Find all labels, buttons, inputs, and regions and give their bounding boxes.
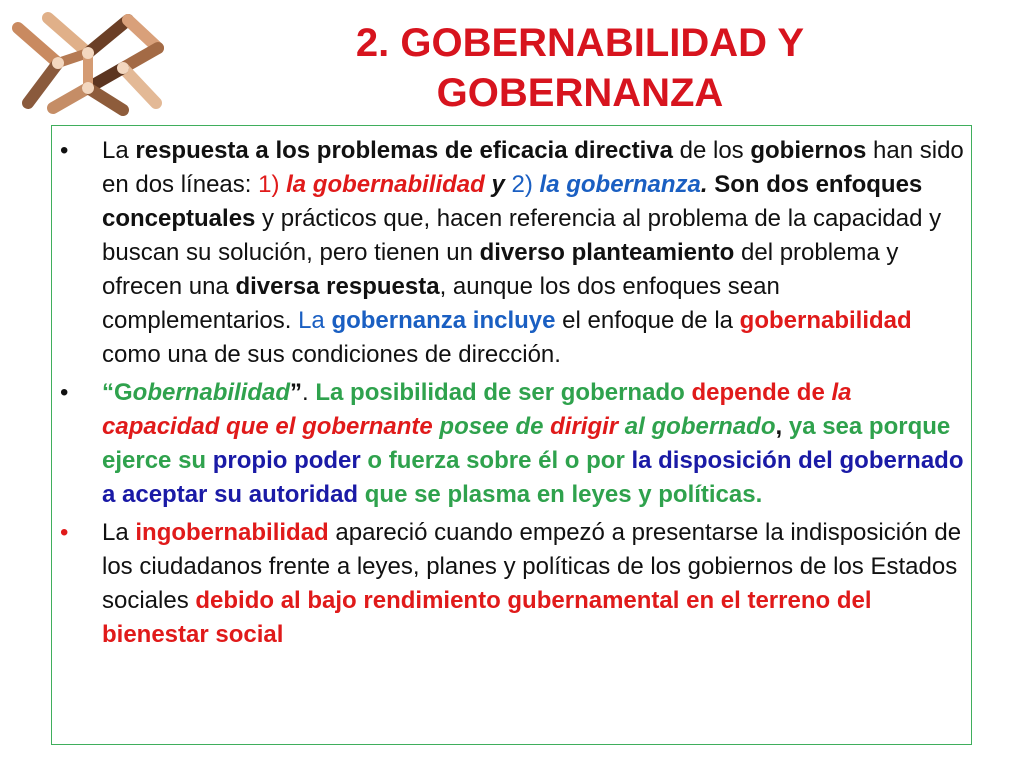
- text-run: gobernabilidad: [739, 307, 912, 334]
- page-title: [230, 18, 930, 118]
- text-run: al gobernado: [618, 413, 776, 440]
- text-run: Son dos enfoques conceptuales: [102, 171, 923, 232]
- text-run: La: [298, 307, 332, 334]
- text-run: ”: [290, 379, 303, 406]
- bullet-item: [56, 376, 966, 512]
- text-run: diverso planteamiento: [479, 239, 735, 266]
- text-run: y prácticos que, hacen referencia al problema de la capacidad y buscan su solución, pero tienen un: [102, 205, 942, 266]
- bullet-item: [56, 516, 966, 652]
- bullet-item: [56, 134, 966, 372]
- text-run: debido al bajo rendimiento gubernamental en el terreno del bienestar social: [102, 587, 872, 648]
- text-run: depende de: [691, 379, 832, 406]
- text-run: la gobernanza: [539, 171, 701, 198]
- text-run: 1): [258, 171, 287, 198]
- bullet-dot: •: [60, 137, 69, 164]
- text-run: la capacidad que el gobernante: [102, 379, 852, 440]
- bullet-text: [102, 519, 961, 648]
- text-run: .: [302, 379, 316, 406]
- bullet-text: [102, 137, 964, 368]
- text-run: , aunque los dos enfoques sean complementarios.: [102, 273, 780, 334]
- text-run: ,: [775, 413, 789, 440]
- text-run: La: [102, 137, 136, 164]
- bullet-dot: •: [60, 379, 69, 406]
- joined-hands-circle-icon: [8, 8, 168, 118]
- text-run: posee de: [432, 413, 551, 440]
- text-run: o fuerza sobre él o por: [360, 447, 632, 474]
- bullet-text: [102, 379, 964, 508]
- text-run: del problema y ofrecen una: [102, 239, 899, 300]
- title-line-1: 2. GOBERNABILIDAD Y: [355, 21, 805, 65]
- text-run: dirigir: [550, 413, 619, 440]
- text-run: el enfoque de la: [555, 307, 740, 334]
- text-run: respuesta a los problemas de eficacia directiva: [135, 137, 673, 164]
- text-run: apareció cuando empezó a presentarse la indisposición de los ciudadanos frente a leyes, planes y políticas de los gobiernos de los Estados sociales: [102, 519, 962, 614]
- text-run: diversa respuesta: [235, 273, 440, 300]
- bullet-dot: •: [60, 519, 69, 546]
- text-run: 2): [511, 171, 540, 198]
- text-run: gobiernos: [750, 137, 867, 164]
- text-run: que se plasma en leyes y políticas.: [358, 481, 763, 508]
- text-run: obernabilidad: [132, 379, 291, 406]
- text-run: ya sea porque ejerce su: [102, 413, 951, 474]
- text-run: “G: [102, 379, 133, 406]
- text-run: como una de sus condiciones de dirección.: [102, 341, 561, 368]
- bullet-list: [56, 134, 966, 656]
- text-run: La: [102, 519, 136, 546]
- title-line-2: GOBERNANZA: [436, 71, 724, 115]
- text-run: la disposición del gobernado a aceptar su autoridad: [102, 447, 964, 508]
- text-run: .: [700, 171, 715, 198]
- text-run: la gobernabilidad: [286, 171, 485, 198]
- text-run: gobernanza incluye: [331, 307, 556, 334]
- text-run: La posibilidad de ser gobernado: [315, 379, 692, 406]
- text-run: de los: [672, 137, 751, 164]
- text-run: ingobernabilidad: [135, 519, 329, 546]
- text-run: han sido en dos líneas:: [102, 137, 964, 198]
- text-run: y: [484, 171, 512, 198]
- text-run: propio poder: [212, 447, 361, 474]
